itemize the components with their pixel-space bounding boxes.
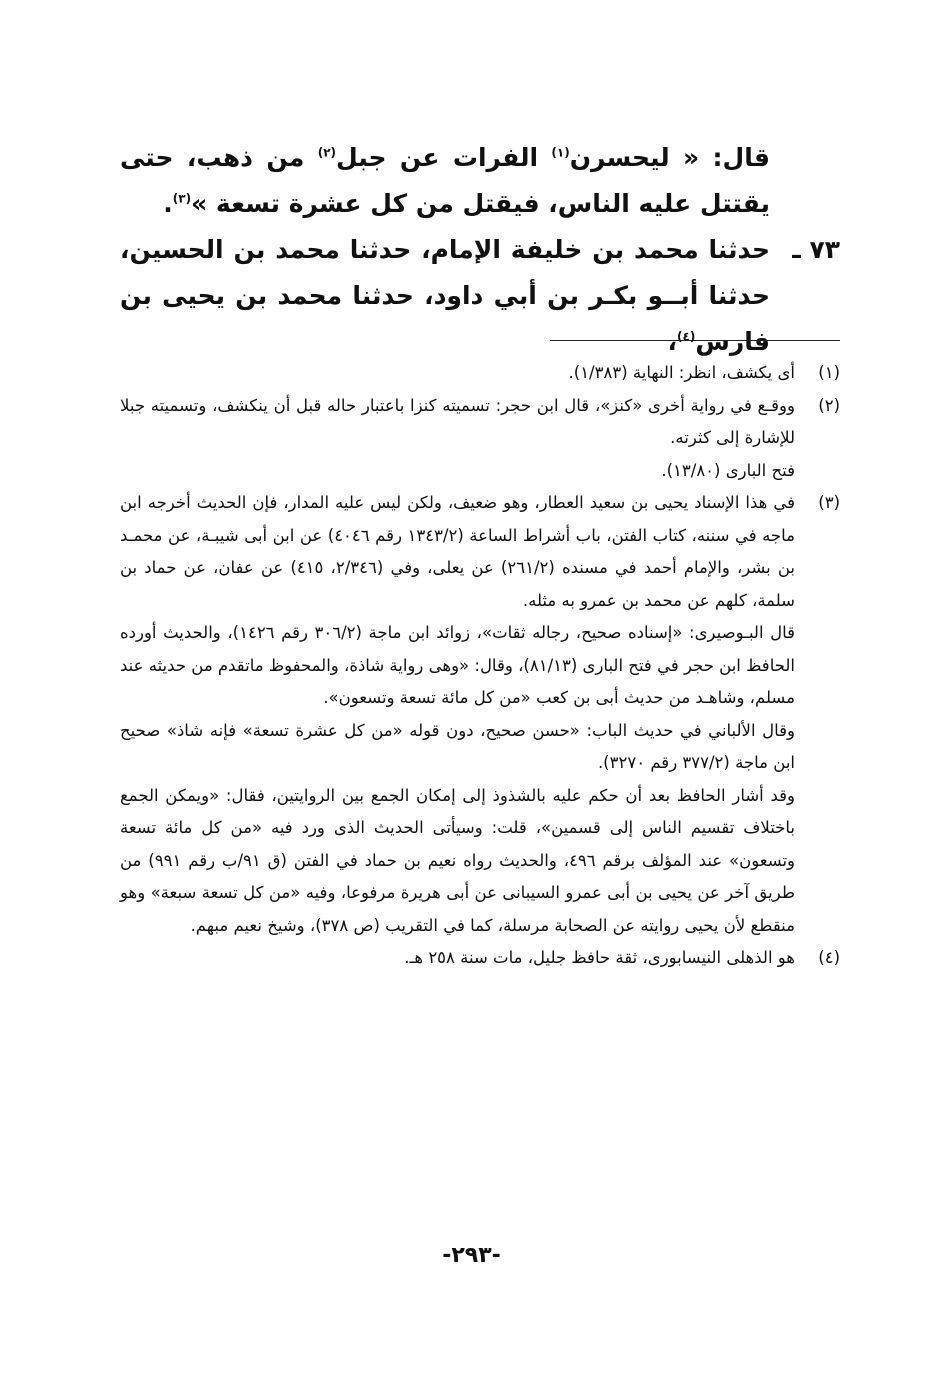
footnote-number: (٤) bbox=[818, 948, 840, 967]
footnote-ref-3[interactable]: (٣) bbox=[172, 191, 192, 206]
footnote-number: (٢) bbox=[818, 395, 840, 415]
text-segment: من ذهب، حتى يقتتل عليه الناس، فيقتل من كل عشرة تسعة » bbox=[120, 143, 770, 218]
footnote-3 bbox=[120, 487, 840, 942]
footnote-paragraph: هو الذهلى النيسابورى، ثقة حافظ جليل، مات سنة ٢٥٨ هـ. bbox=[404, 948, 795, 967]
footnotes bbox=[120, 357, 840, 975]
footnote-1 bbox=[120, 357, 840, 390]
footnote-paragraph: وقد أشار الحافظ بعد أن حكم عليه بالشذوذ إلى إمكان الجمع بين الروايتين، فقال: «ويمكن الجمع باختلاف تقسيم الناس إلى قسمين»، قلت: وسيأتى الحديث الذى ورد فيه «من كل مائة تسعة وتسعون» عند المؤلف برقم ٤٩٦، والحديث رواه نعيم بن حماد في الفتن (ق ٩١/ب رقم ٩٩١) من طريق آخر عن يحيى بن أبى عمرو السيبانى عن أبى هريرة مرفوعا، وفيه «من كل تسعة سبعة» وهو منقطع لأن يحيى روايته عن الصحابة مرسلة، كما في التقريب (ص ٣٧٨)، وشيخ نعيم مبهم. bbox=[120, 785, 795, 935]
text-segment: الفرات عن جبل bbox=[336, 143, 552, 172]
footnote-4 bbox=[120, 942, 840, 975]
page-number: -٢٩٣- bbox=[442, 1243, 501, 1268]
footnote-ref-4[interactable]: (٤) bbox=[677, 329, 696, 344]
hadith-72-ending bbox=[120, 135, 770, 227]
footnote-ref-1[interactable]: (١) bbox=[551, 145, 570, 160]
hadith-73-text bbox=[120, 227, 770, 365]
footnote-paragraph: فتح البارى (١٣/٨٠). bbox=[661, 460, 795, 480]
footnote-paragraph: ووقـع في رواية أخرى «كنز»، قال ابن حجر: تسميته كنزا باعتبار حاله قبل أن ينكشف، وتسميته جبلا للإشارة إلى كثرته. bbox=[120, 395, 795, 447]
footnote-paragraph: أى يكشف، انظر: النهاية (١/٣٨٣). bbox=[568, 363, 795, 382]
footnote-paragraph: في هذا الإسناد يحيى بن سعيد العطار، وهو ضعيف، ولكن ليس عليه المدار، فإن الحديث أخرجه ابن ماجه في سننه، كتاب الفتن، باب أشراط الساعة (١٣٤٣/٢ رقم ٤٠٤٦) عن ابن أبى شيبـة، عن محمـد بن بشر، والإمام أحمد في مسنده (٢٦١/٢) عن يعلى، وفي (٢/٣٤٦، ٤١٥) عن عفان، عن حماد بن سلمة، كلهم عن محمد بن عمرو به مثله. bbox=[120, 493, 796, 610]
text-segment: قال: « ليحسرن bbox=[569, 143, 770, 172]
footnote-divider bbox=[550, 340, 840, 341]
footnote-paragraph: قال البـوصيرى: «إسناده صحيح، رجاله ثقات»، زوائد ابن ماجة (٣٠٦/٢ رقم ١٤٢٦)، والحديث أورده الحافظ ابن حجر في فتح البارى (٨١/١٣)، وقال: «وهى رواية شاذة، والمحفوظ ماتقدم من حديثه عند مسلم، وشاهـد من حديث أبى بن كعب «من كل مائة تسعة وتسعون». bbox=[120, 623, 795, 707]
text-segment: ، bbox=[667, 327, 678, 356]
footnote-paragraph: وقال الألباني في حديث الباب: «حسن صحيح، دون قوله «من كل عشرة تسعة» فإنه شاذ» صحيح ابن ماجة (٣٧٧/٢ رقم ٣٢٧٠). bbox=[120, 720, 795, 772]
hadith-number: ٧٣ ـ bbox=[792, 235, 840, 264]
footnote-number: (١) bbox=[818, 363, 840, 382]
footnote-number: (٣) bbox=[818, 493, 840, 512]
footnote-ref-2[interactable]: (٢) bbox=[317, 145, 337, 160]
isnad-text: حدثنا محمد بن خليفة الإمام، حدثنا محمد بن الحسين، حدثنا أبــو بكـر بن أبي داود، حدثنا محمد بن يحيى بن فارس bbox=[120, 235, 770, 356]
text-segment: . bbox=[163, 189, 173, 218]
footnote-2 bbox=[120, 390, 840, 488]
